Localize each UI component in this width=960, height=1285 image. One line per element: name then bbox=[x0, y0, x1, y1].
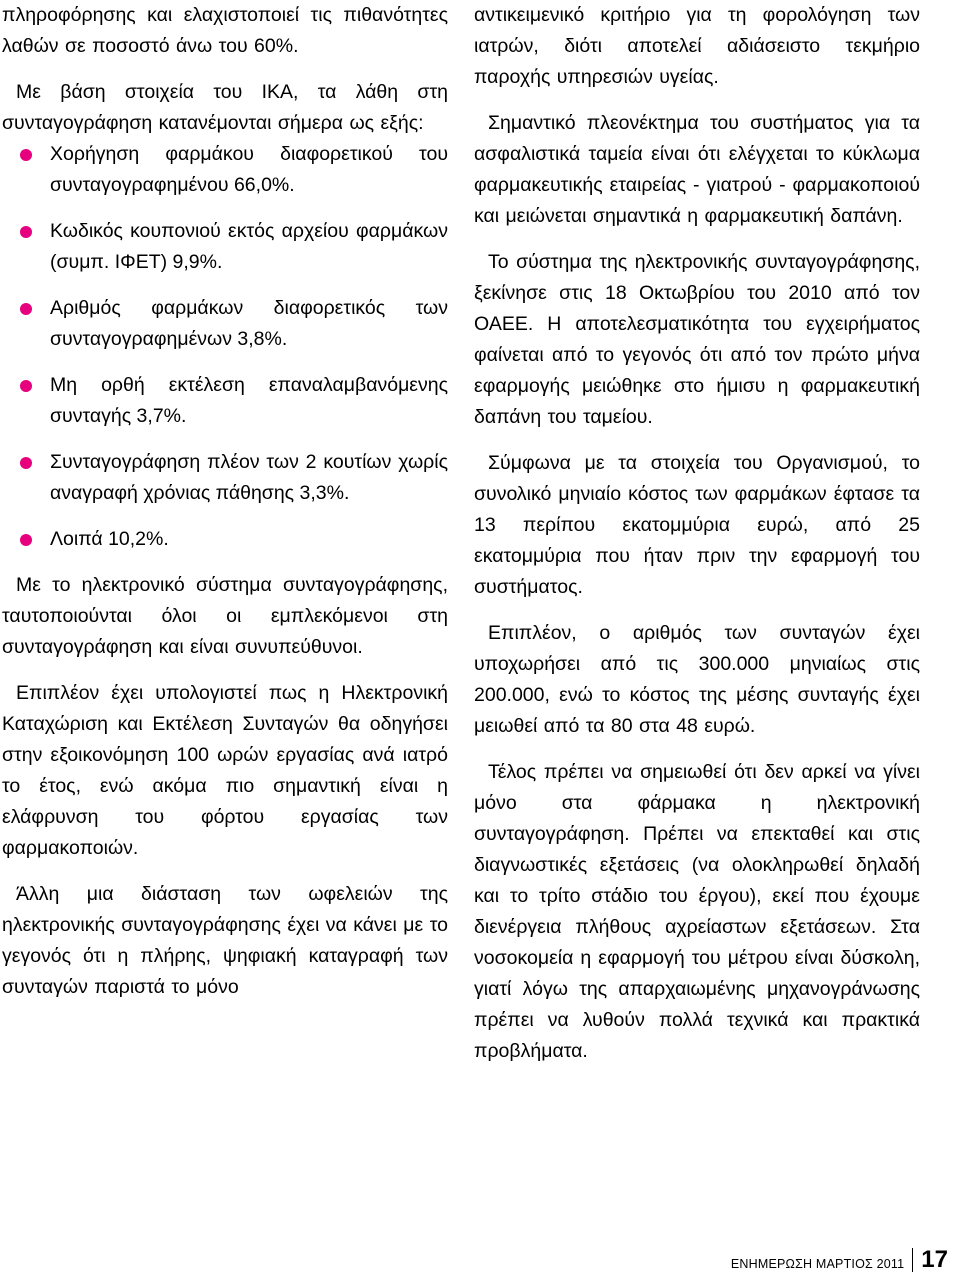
paragraph: Με το ηλεκτρονικό σύστημα συνταγογράφησης, ταυτοποιούνται όλοι οι εμπλεκόμενοι στη συνταγογράφηση και είναι συνυπεύθυνοι. bbox=[2, 574, 448, 658]
list-item bbox=[2, 524, 448, 555]
publication-label: ΕΝΗΜΕΡΩΣΗ ΜΑΡΤΙΟΣ 2011 bbox=[730, 1257, 905, 1271]
paragraph: Σύμφωνα με τα στοιχεία του Οργανισμού, το συνολικό μηνιαίο κόστος των φαρμάκων έφτασε τα 13 περίπου εκατομμύρια ευρώ, από 25 εκατομμύρια που ήταν πριν την εφαρμογή του συστήματος. bbox=[474, 452, 920, 598]
bullet-icon bbox=[20, 226, 32, 238]
bullet-icon bbox=[20, 380, 32, 392]
bullet-icon bbox=[20, 534, 32, 546]
bullet-icon bbox=[20, 303, 32, 315]
paragraph: Το σύστημα της ηλεκτρονικής συνταγογράφησης, ξεκίνησε στις 18 Οκτωβρίου του 2010 από τον ΟΑΕΕ. Η αποτελεσματικότητα του εγχειρήματος φαίνεται από το γεγονός ότι από τον πρώτο μήνα εφαρμογής μειώθηκε στο ήμισυ η φαρμακευτική δαπάνη του ταμείου. bbox=[474, 251, 920, 428]
right-column bbox=[474, 0, 920, 1067]
paragraph: πληροφόρησης και ελαχιστοποιεί τις πιθανότητες λαθών σε ποσοστό άνω του 60%. bbox=[2, 4, 448, 57]
list-item-text: Χορήγηση φαρμάκου διαφορετικού του συνταγογραφημένου 66,0%. bbox=[50, 143, 448, 196]
list-item-text: Κωδικός κουπονιού εκτός αρχείου φαρμάκων (συμπ. ΙΦΕΤ) 9,9%. bbox=[50, 220, 448, 273]
paragraph: Σημαντικό πλεονέκτημα του συστήματος για τα ασφαλιστικά ταμεία είναι ότι ελέγχεται το κύκλωμα φαρμακευτικής εταιρείας - γιατρού - φαρμακοποιού και μειώνεται σημαντικά η φαρμακευτική δαπάνη. bbox=[474, 112, 920, 227]
error-list bbox=[2, 139, 448, 555]
list-item bbox=[2, 139, 448, 201]
list-item-text: Αριθμός φαρμάκων διαφορετικός των συνταγογραφημένων 3,8%. bbox=[50, 297, 448, 350]
list-item-text: Μη ορθή εκτέλεση επαναλαμβανόμενης συνταγής 3,7%. bbox=[50, 374, 448, 427]
list-item bbox=[2, 447, 448, 509]
list-item-text: Λοιπά 10,2%. bbox=[50, 528, 169, 550]
page-number: 17 bbox=[921, 1246, 948, 1273]
bullet-icon bbox=[20, 457, 32, 469]
bullet-icon bbox=[20, 149, 32, 161]
list-item bbox=[2, 370, 448, 432]
paragraph: αντικειμενικό κριτήριο για τη φορολόγηση των ιατρών, διότι αποτελεί αδιάσειστο τεκμήριο παροχής υπηρεσιών υγείας. bbox=[474, 4, 920, 88]
paragraph: Τέλος πρέπει να σημειωθεί ότι δεν αρκεί να γίνει μόνο στα φάρμακα η ηλεκτρονική συνταγογράφηση. Πρέπει να επεκταθεί και στις διαγνωστικές εξετάσεις (να ολοκληρωθεί δηλαδή και το τρίτο στάδιο του έργου), εκεί που έχουμε διενέργεια πλήθους αχρείαστων εξετάσεων. Στα νοσοκομεία η εφαρμογή του μέτρου είναι δύσκολη, γιατί λόγω της απαρχαιωμένης μηχανογράνωσης πρέπει να λυθούν πολλά τεχνικά και πρακτικά προβλήματα. bbox=[474, 761, 920, 1062]
footer-divider bbox=[912, 1248, 913, 1272]
list-item bbox=[2, 216, 448, 278]
paragraph: Με βάση στοιχεία του ΙΚΑ, τα λάθη στη συνταγογράφηση κατανέμονται σήμερα ως εξής: bbox=[2, 81, 448, 134]
left-column bbox=[2, 0, 448, 1003]
page-footer bbox=[731, 1248, 948, 1272]
list-item-text: Συνταγογράφηση πλέον των 2 κουτίων χωρίς αναγραφή χρόνιας πάθησης 3,3%. bbox=[50, 451, 448, 504]
paragraph: Επιπλέον, ο αριθμός των συνταγών έχει υποχωρήσει από τις 300.000 μηνιαίως στις 200.000, ενώ το κόστος της μέσης συνταγής έχει μειωθεί από τα 80 στα 48 ευρώ. bbox=[474, 622, 920, 737]
paragraph: Άλλη μια διάσταση των ωφελειών της ηλεκτρονικής συνταγογράφησης έχει να κάνει με το γεγονός ότι η πλήρης, ψηφιακή καταγραφή των συνταγών παριστά το μόνο bbox=[2, 883, 448, 998]
list-item bbox=[2, 293, 448, 355]
paragraph: Επιπλέον έχει υπολογιστεί πως η Ηλεκτρονική Καταχώριση και Εκτέλεση Συνταγών θα οδηγήσει στην εξοικονόμηση 100 ωρών εργασίας ανά ιατρό το έτος, ενώ ακόμα πιο σημαντική είναι η ελάφρυνση του φόρτου εργασίας των φαρμακοποιών. bbox=[2, 682, 448, 859]
